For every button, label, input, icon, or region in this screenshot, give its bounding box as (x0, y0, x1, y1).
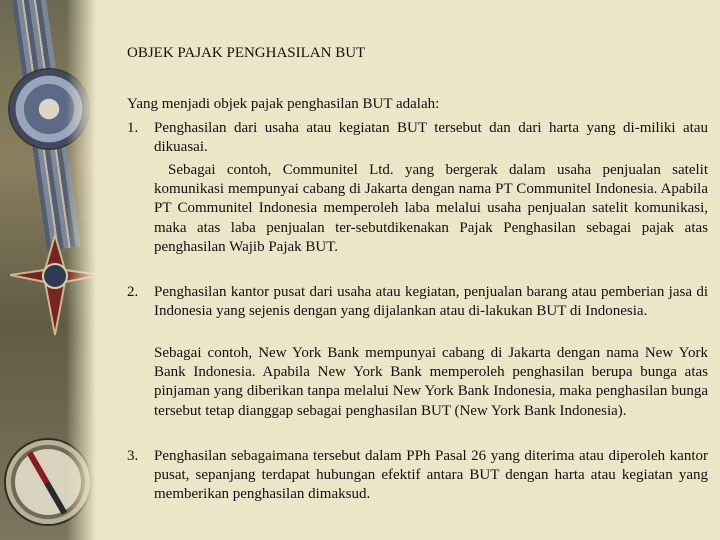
item-text: Penghasilan dari usaha atau kegiatan BUT tersebut dan dari harta yang di-miliki atau dikuasai. (154, 120, 708, 156)
item-number: 2. (127, 284, 139, 300)
item-number: 1. (127, 120, 139, 136)
item-example: Sebagai contoh, Communitel Ltd. yang bergerak dalam usaha penjualan satelit komunikasi mempunyai cabang di Jakarta dengan nama PT Communitel Indonesia. Apabila PT Communitel Indonesia memperoleh laba melalui usaha penjualan satelit komunikasi, maka atas laba penjualan ter-sebutdikenakan Pajak Penghasilan sebagai pajak atas penghasilan Wajib Pajak BUT. (154, 162, 708, 255)
slide-title: OBJEK PAJAK PENGHASILAN BUT (127, 45, 366, 61)
item-number: 3. (127, 448, 139, 464)
intro-text: Yang menjadi objek pajak penghasilan BUT adalah: (127, 96, 440, 112)
item-example: Sebagai contoh, New York Bank mempunyai cabang di Jakarta dengan nama New York Bank Indonesia. Apabila New York Bank memperoleh penghasilan berupa bunga atas pinjaman yang diberikan tanpa melalui New York Bank Indonesia, maka penghasilan bunga tersebut tetap dianggap sebagai penghasilan BUT (New York Bank Indonesia). (154, 345, 708, 419)
item-text: Penghasilan kantor pusat dari usaha atau kegiatan, penjualan barang atau pemberian jasa di Indonesia yang sejenis dengan yang dijalankan atau di-lakukan BUT di Indonesia. (154, 284, 708, 320)
item-text: Penghasilan sebagaimana tersebut dalam PPh Pasal 26 yang diterima atau diperoleh kantor pusat, sepanjang terdapat hubungan efektif antara BUT dengan harta atau kegiatan yang memberikan penghasilan dimaksud. (154, 448, 708, 503)
